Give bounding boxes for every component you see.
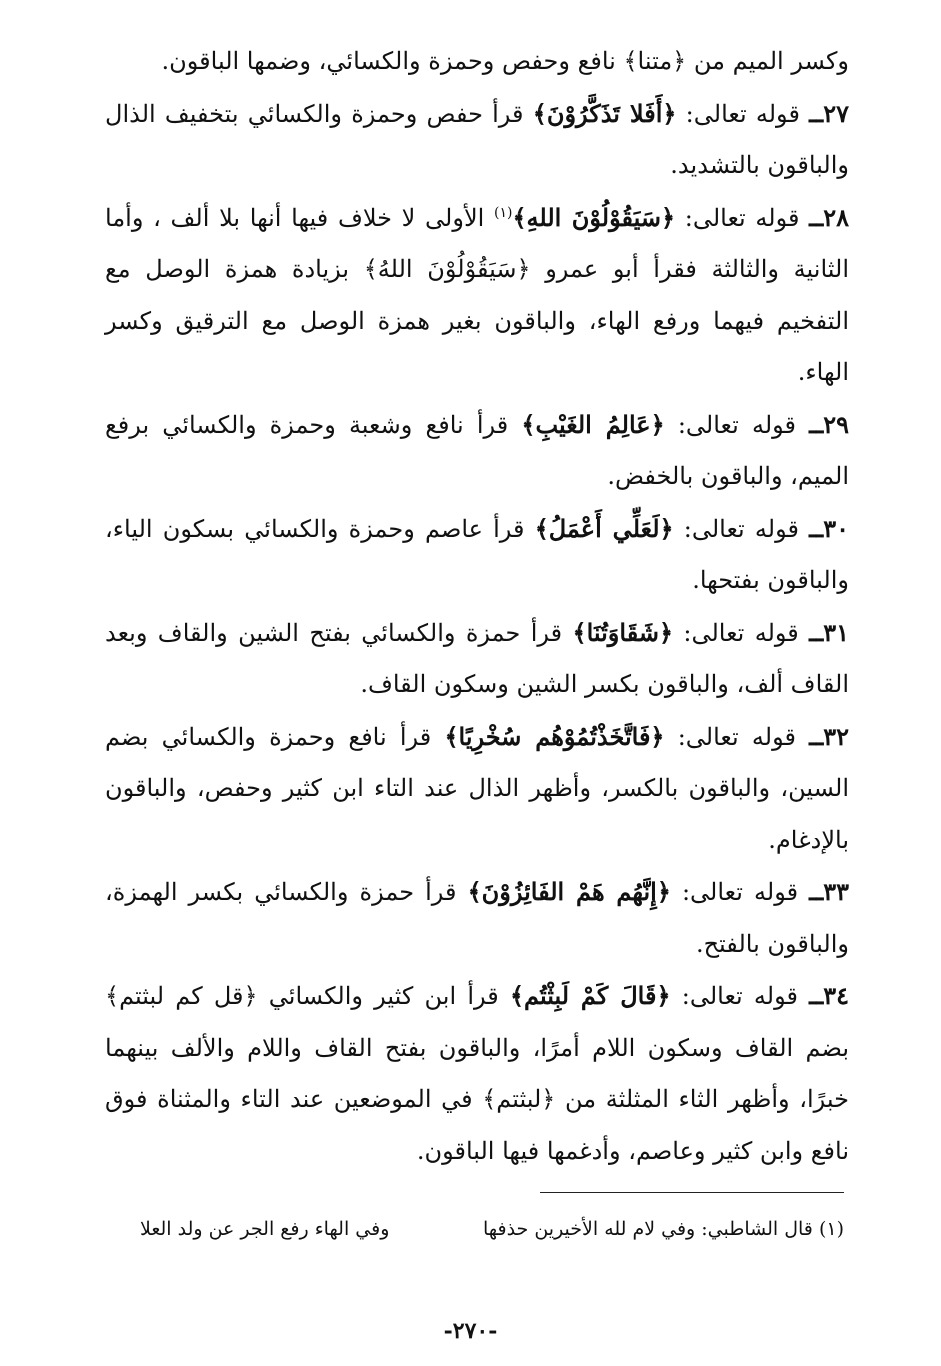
paragraph-text: قرأ ابن كثير والكسائي ﴿قل كم لبثتم﴾ بضم القاف وسكون اللام أمرًا، والباقون بفتح القاف واللام والألف بينهما خبرًا، وأظهر الثاء المثلثة من ﴿لبثتم﴾ في الموضعين عند التاء والمثناة فوق نافع وابن كثير وعاصم، وأدغمها فيها الباقون. (105, 982, 849, 1165)
paragraph-33 (105, 866, 849, 970)
paragraph-text: قرأ حمزة والكسائي بفتح الشين والقاف وبعد القاف ألف، والباقون بكسر الشين وسكون القاف. (105, 618, 849, 698)
paragraph-30 (105, 503, 849, 607)
footnote-first-hemistich (483, 1212, 844, 1246)
paragraph-text: قرأ نافع وحمزة والكسائي بضم السين، والباقون بالكسر، وأظهر الذال عند التاء ابن كثير وحفص، والباقون بالإدغام. (105, 722, 849, 854)
lead-phrase: قوله تعالى: (683, 618, 799, 647)
quran-quote: ﴿عَالِمُ الغَيْبِ﴾ (521, 409, 665, 439)
item-number: ٢٨ــ (809, 202, 850, 232)
paragraph-intro (105, 36, 849, 88)
footnote-second-hemistich: وفي الهاء رفع الجر عن ولد العلا (140, 1218, 390, 1240)
paragraph-28 (105, 192, 849, 399)
page-number: -٢٧٠- (443, 1318, 498, 1344)
paragraph-32 (105, 711, 849, 867)
item-number: ٢٩ــ (809, 409, 850, 439)
quran-quote: ﴿شَقَاوَتُنَا﴾ (572, 617, 674, 647)
footnote-reference: (١) (494, 204, 513, 221)
paragraph-27 (105, 88, 849, 192)
item-number: ٣٠ــ (809, 513, 849, 543)
lead-phrase: قوله تعالى: (681, 982, 798, 1010)
quran-quote: ﴿أَفَلا تَذَكَّرُوْنَ﴾ (532, 98, 677, 128)
lead-phrase: قوله تعالى: (685, 99, 800, 128)
item-number: ٢٧ــ (809, 98, 849, 128)
lead-phrase: قوله تعالى: (684, 203, 800, 232)
lead-phrase: قوله تعالى: (681, 878, 799, 906)
item-number: ٣٣ــ (809, 877, 849, 906)
quran-quote: ﴿فَاتَّخَذْتُمُوْهُم سُخْرِيًا﴾ (444, 721, 665, 751)
footnote (140, 1212, 844, 1246)
lead-phrase: قوله تعالى: (683, 514, 799, 543)
quran-quote: ﴿لَعَلِّي أَعْمَلُ﴾ (534, 513, 674, 543)
footnote-text: قال الشاطبي: وفي لام لله الأخيرين حذفها (482, 1218, 813, 1240)
paragraph-text: قرأ عاصم وحمزة والكسائي بسكون الياء، والباقون بفتحها. (105, 514, 849, 594)
paragraph-31 (105, 607, 849, 711)
quran-quote: ﴿سَيَقُوْلُوْنَ اللهِ﴾ (512, 202, 676, 232)
paragraph-text: قرأ نافع وشعبة وحمزة والكسائي برفع الميم، والباقون بالخفض. (105, 410, 849, 490)
item-number: ٣٢ــ (809, 721, 850, 751)
footnote-separator (540, 1192, 844, 1193)
lead-phrase: قوله تعالى: (677, 410, 797, 439)
item-number: ٣١ــ (809, 617, 849, 647)
paragraph-text: قرأ حمزة والكسائي بكسر الهمزة، والباقون بالفتح. (105, 878, 849, 958)
paragraph-29 (105, 399, 849, 503)
main-text-block (105, 36, 849, 1177)
paragraph-34 (105, 970, 849, 1177)
paragraph-text: قرأ حفص وحمزة والكسائي بتخفيف الذال والباقون بالتشديد. (105, 99, 849, 179)
quran-quote: ﴿إِنَّهُم هَمْ الفَائِزُوْنَ﴾ (467, 877, 671, 906)
paragraph-text: وكسر الميم من ﴿متنا﴾ نافع وحفص وحمزة والكسائي، وضمها الباقون. (161, 47, 849, 75)
item-number: ٣٤ــ (809, 981, 850, 1010)
paragraph-text: الأولى لا خلاف فيها أنها بلا ألف ، وأما الثانية والثالثة فقرأ أبو عمرو ﴿سَيَقُوْلُوْنَ اللهُ﴾ بزيادة همزة الوصل مع التفخيم فيهما ورفع الهاء، والباقون بغير همزة الوصل مع الترقيق وكسر الهاء. (105, 203, 849, 386)
quran-quote: ﴿قَالَ كَمْ لَبِثْتُم﴾ (509, 981, 671, 1010)
footnote-marker: (١) (818, 1218, 844, 1240)
lead-phrase: قوله تعالى: (677, 722, 796, 751)
